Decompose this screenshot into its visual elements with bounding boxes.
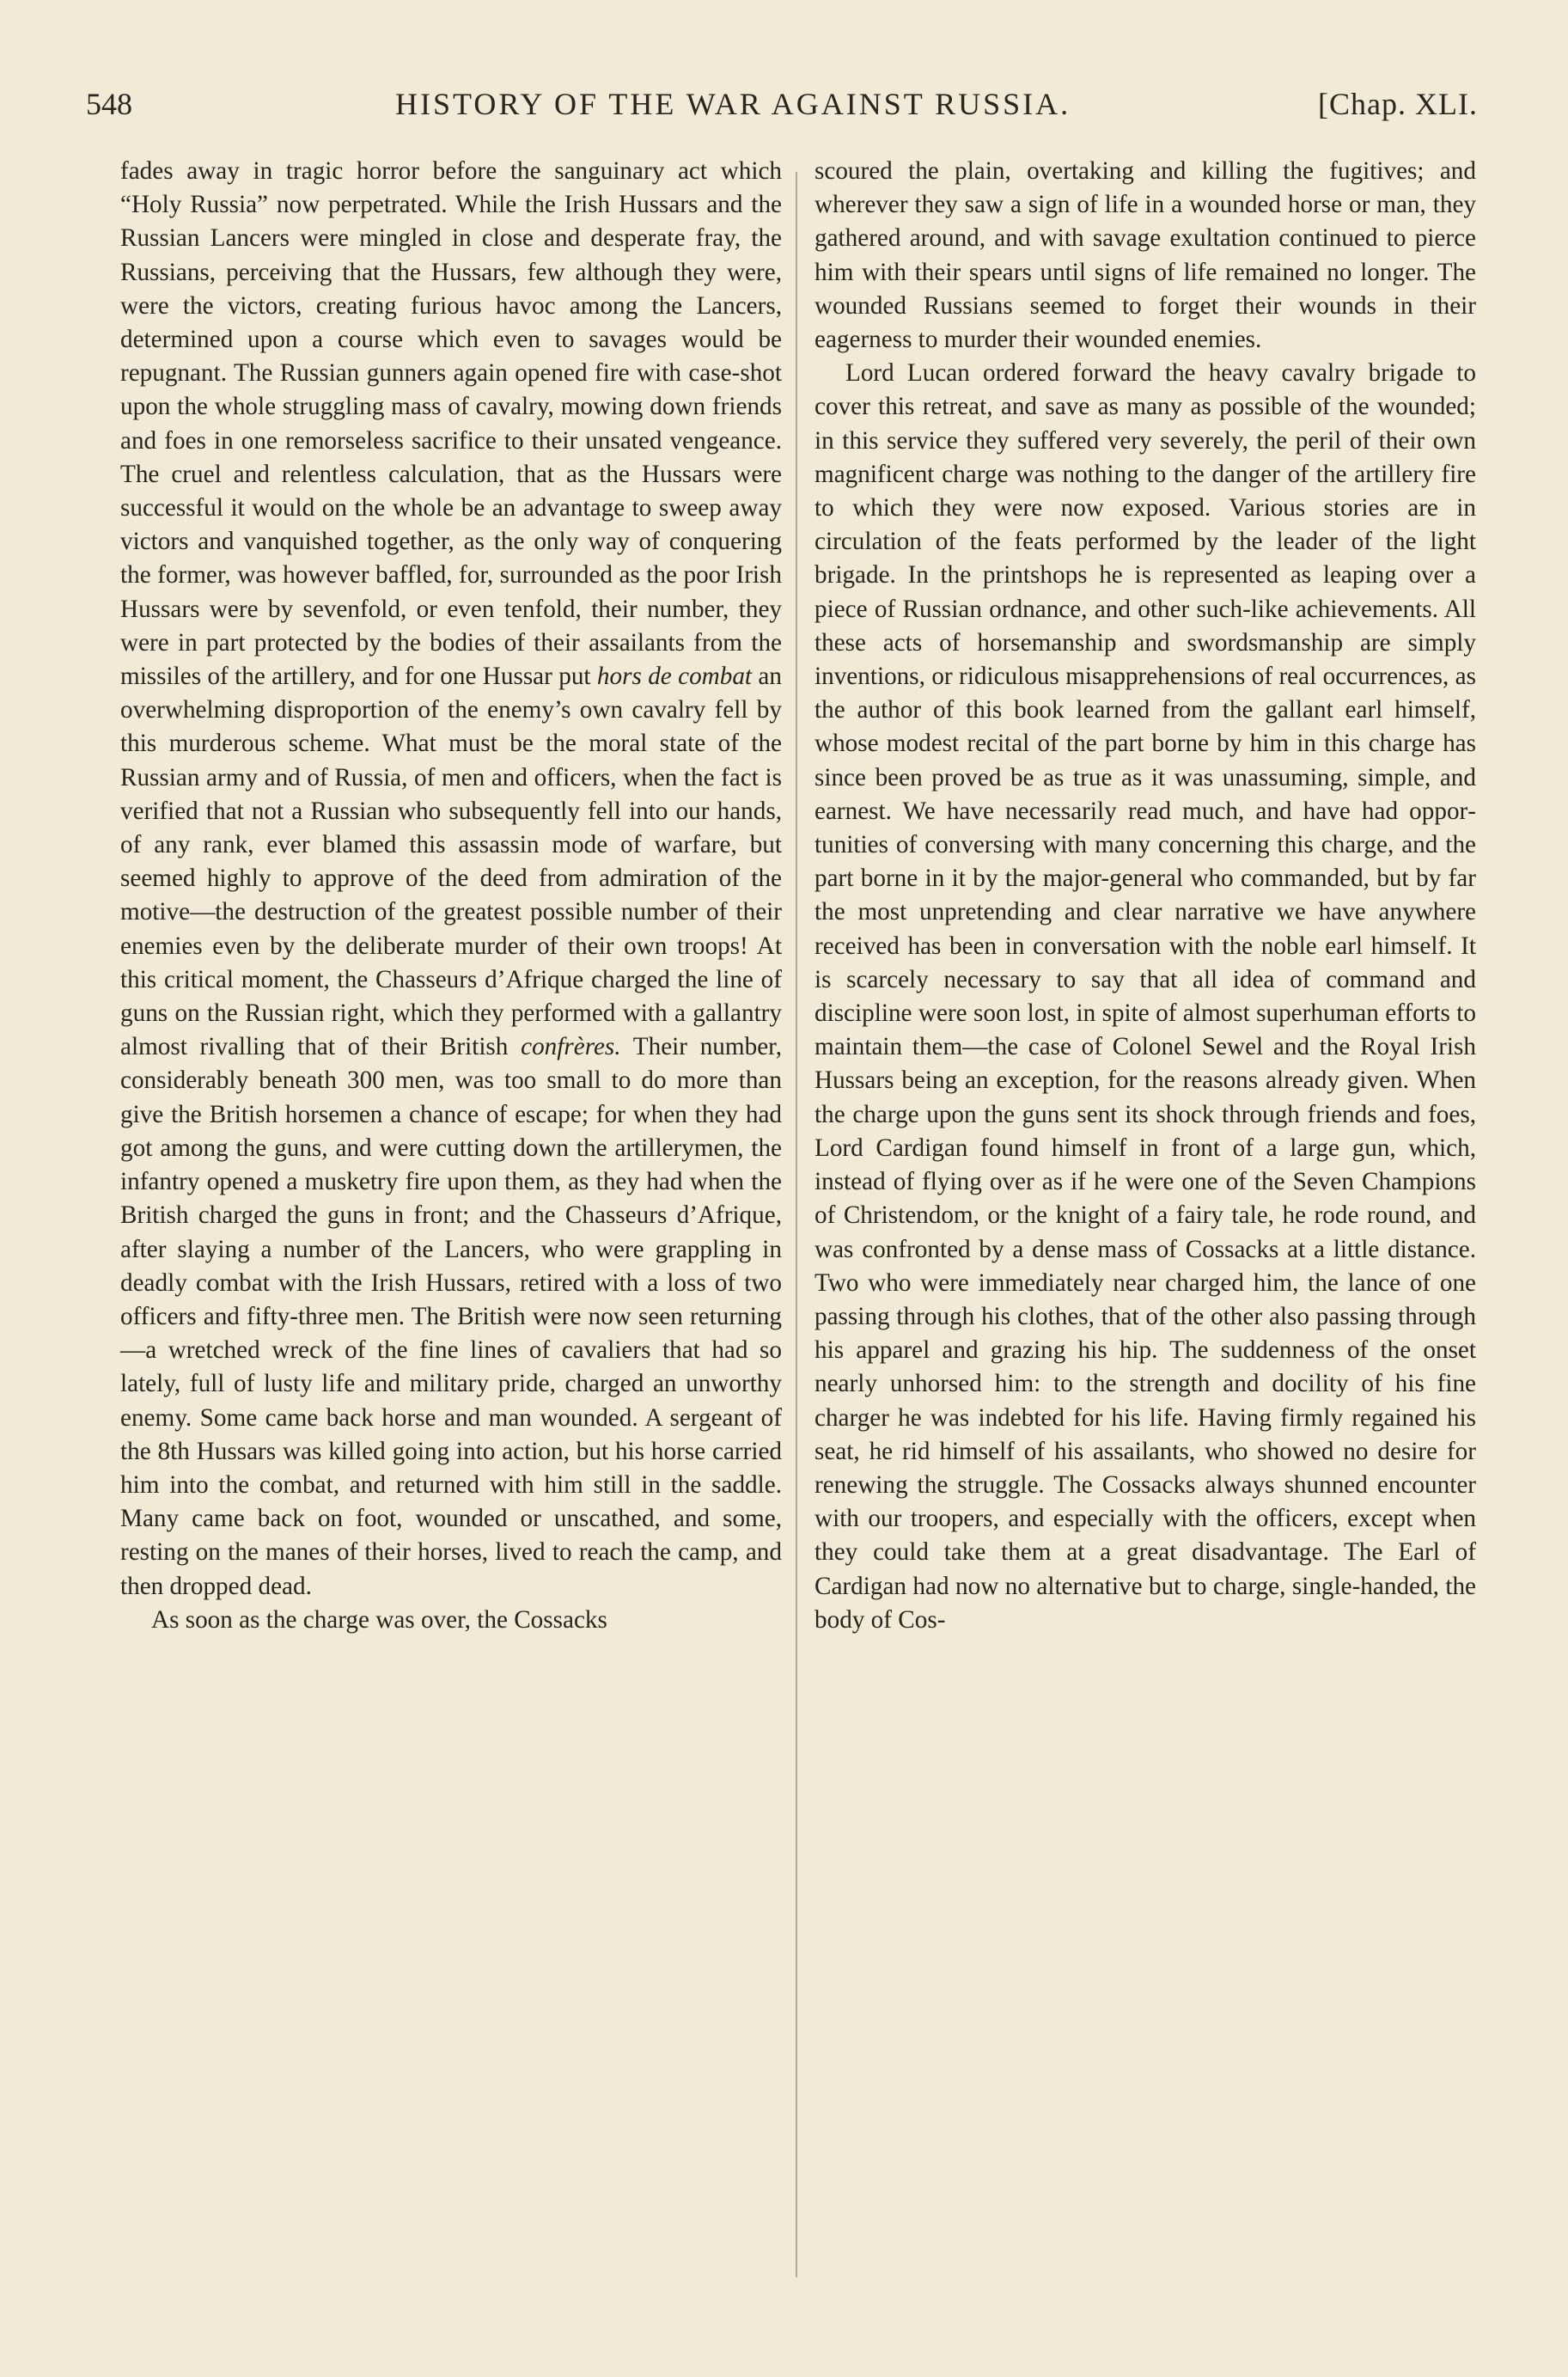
left-column xyxy=(120,155,782,1637)
right-column xyxy=(815,155,1476,1637)
running-title: HISTORY OF THE WAR AGAINST RUSSIA. xyxy=(395,87,1071,121)
left-paragraph-1-text: fades away in tragic horror before the sanguinary act which “Holy Russia” now perpetrated. While the Irish Hussars and the Russian Lancers were mingled in close and desperate fray, the Russians, perceiving that the Hussars, few although they were, were the victors, creating furious havoc among the Lancers, determined upon a course which even to savages would be repugnant. The Russian gunners again opened fire with case-shot upon the whole struggling mass of cavalry, mowing down friends and foes in one remorseless sacrifice to their unsated vengeance. The cruel and relentless calculation, that as the Hussars were successful it would on the whole be an advantage to sweep away victors and vanquished together, as the only way of conquering the former, was however baffled, for, surrounded as the poor Irish Hussars were by sevenfold, or even tenfold, their number, they were in part protected by the bodies of their assailants from the missiles of the artillery, and for one Hussar put xyxy=(120,157,782,691)
italic-phrase-hors-de-combat: hors de combat xyxy=(596,663,753,691)
right-paragraph-2: Lord Lucan ordered forward the heavy cavalry brigade to cover this retreat, and save as many as possible of the wounded; in this service they suffered very severely, the peril of their own magnificent charge was nothing to the danger of the artillery fire to which they were now exposed. Various stories are in circulation of the feats performed by the leader of the light brigade. In the printshops he is represented as leaping over a piece of Russian ordnance, and other such-like achievements. All these acts of horsemanship and swordsmanship are simply inventions, or ridiculous misapprehensions of real occurrences, as the author of this book learned from the gallant earl himself, whose modest recital of the part borne by him in this charge has since been proved be as true as it was unassuming, simple, and earnest. We have necessarily read much, and have had opportunities of conversing with many concerning this charge, and the part borne in it by the major-general who commanded, but by far the most unpretending and clear narrative we have anywhere received has been in conversation with the noble earl himself. It is scarcely necessary to say that all idea of command and discipline were soon lost, in spite of almost superhuman efforts to maintain them—the case of Colonel Sewel and the Royal Irish Hussars being an exception, for the reasons already given. When the charge upon the guns sent its shock through friends and foes, Lord Cardigan found himself in front of a large gun, which, instead of flying over as if he were one of the Seven Champions of Christendom, or the knight of a fairy tale, he rode round, and was confronted by a dense mass of Cossacks at a little distance. Two who were immediately near charged him, the lance of one passing through his clothes, that of the other also passing through his apparel and grazing his hip. The suddenness of the onset nearly unhorsed him: to the strength and docility of his fine charger he was indebted for his life. Having firmly regained his seat, he rid himself of his assailants, who showed no desire for renewing the struggle. The Cossacks always shunned encounter with our troopers, and especially with the officers, except when they could take them at a great disadvantage. The Earl of Cardigan had now no alternative but to charge, single-handed, the body of Cos- xyxy=(815,359,1476,1634)
page-header xyxy=(86,86,1478,137)
italic-word-confreres: confrères. xyxy=(521,1033,621,1061)
column-divider xyxy=(796,172,797,2277)
chapter-reference: [Chap. XLI. xyxy=(1318,87,1478,121)
left-paragraph-1-text-end: Their number, considerably beneath 300 men, was too small to do more than give the British horsemen a chance of escape; for when they had got among the guns, and were cutting down the artillerymen, the infantry opened a musketry fire upon them, as they had when the British charged the guns in front; and the Chasseurs d’Afrique, after slaying a number of the Lancers, who were grappling in deadly combat with the Irish Hussars, retired with a loss of two officers and fifty-three men. The British were now seen returning—a wretched wreck of the fine lines of cavaliers that had so lately, full of lusty life and military pride, charged an unworthy enemy. Some came back horse and man wounded. A sergeant of the 8th Hussars was killed going into action, but his horse carried him into the combat, and returned with him still in the saddle. Many came back on foot, wounded or unscathed, and some, resting on the manes of their horses, lived to reach the camp, and then dropped dead. xyxy=(120,1033,782,1600)
right-paragraph-1: scoured the plain, overtaking and killing the fugitives; and wherever they saw a sign of life in a wounded horse or man, they gathered around, and with savage exultation continued to pierce him with their spears until signs of life remained no longer. The wounded Russians seemed to forget their wounds in their eagerness to murder their wounded enemies. xyxy=(815,157,1476,354)
left-paragraph-2: As soon as the charge was over, the Cossacks xyxy=(151,1605,607,1634)
left-paragraph-1-text-cont: an overwhelming disproportion of the enemy’s own cavalry fell by this murderous scheme. What must be the moral state of the Russian army and of Russia, of men and officers, when the fact is verified that not a Russian who subsequently fell into our hands, of any rank, ever blamed this assassin mode of warfare, but seemed highly to approve of the deed from admiration of the motive—the destruction of the greatest possible number of their enemies even by the deliberate murder of their own troops! At this critical moment, the Chasseurs d’Afrique charged the line of guns on the Russian right, which they performed with a gallantry almost rivalling that of their British xyxy=(120,663,782,1061)
page-number: 548 xyxy=(86,87,132,121)
left-paragraph-1 xyxy=(120,155,782,1604)
